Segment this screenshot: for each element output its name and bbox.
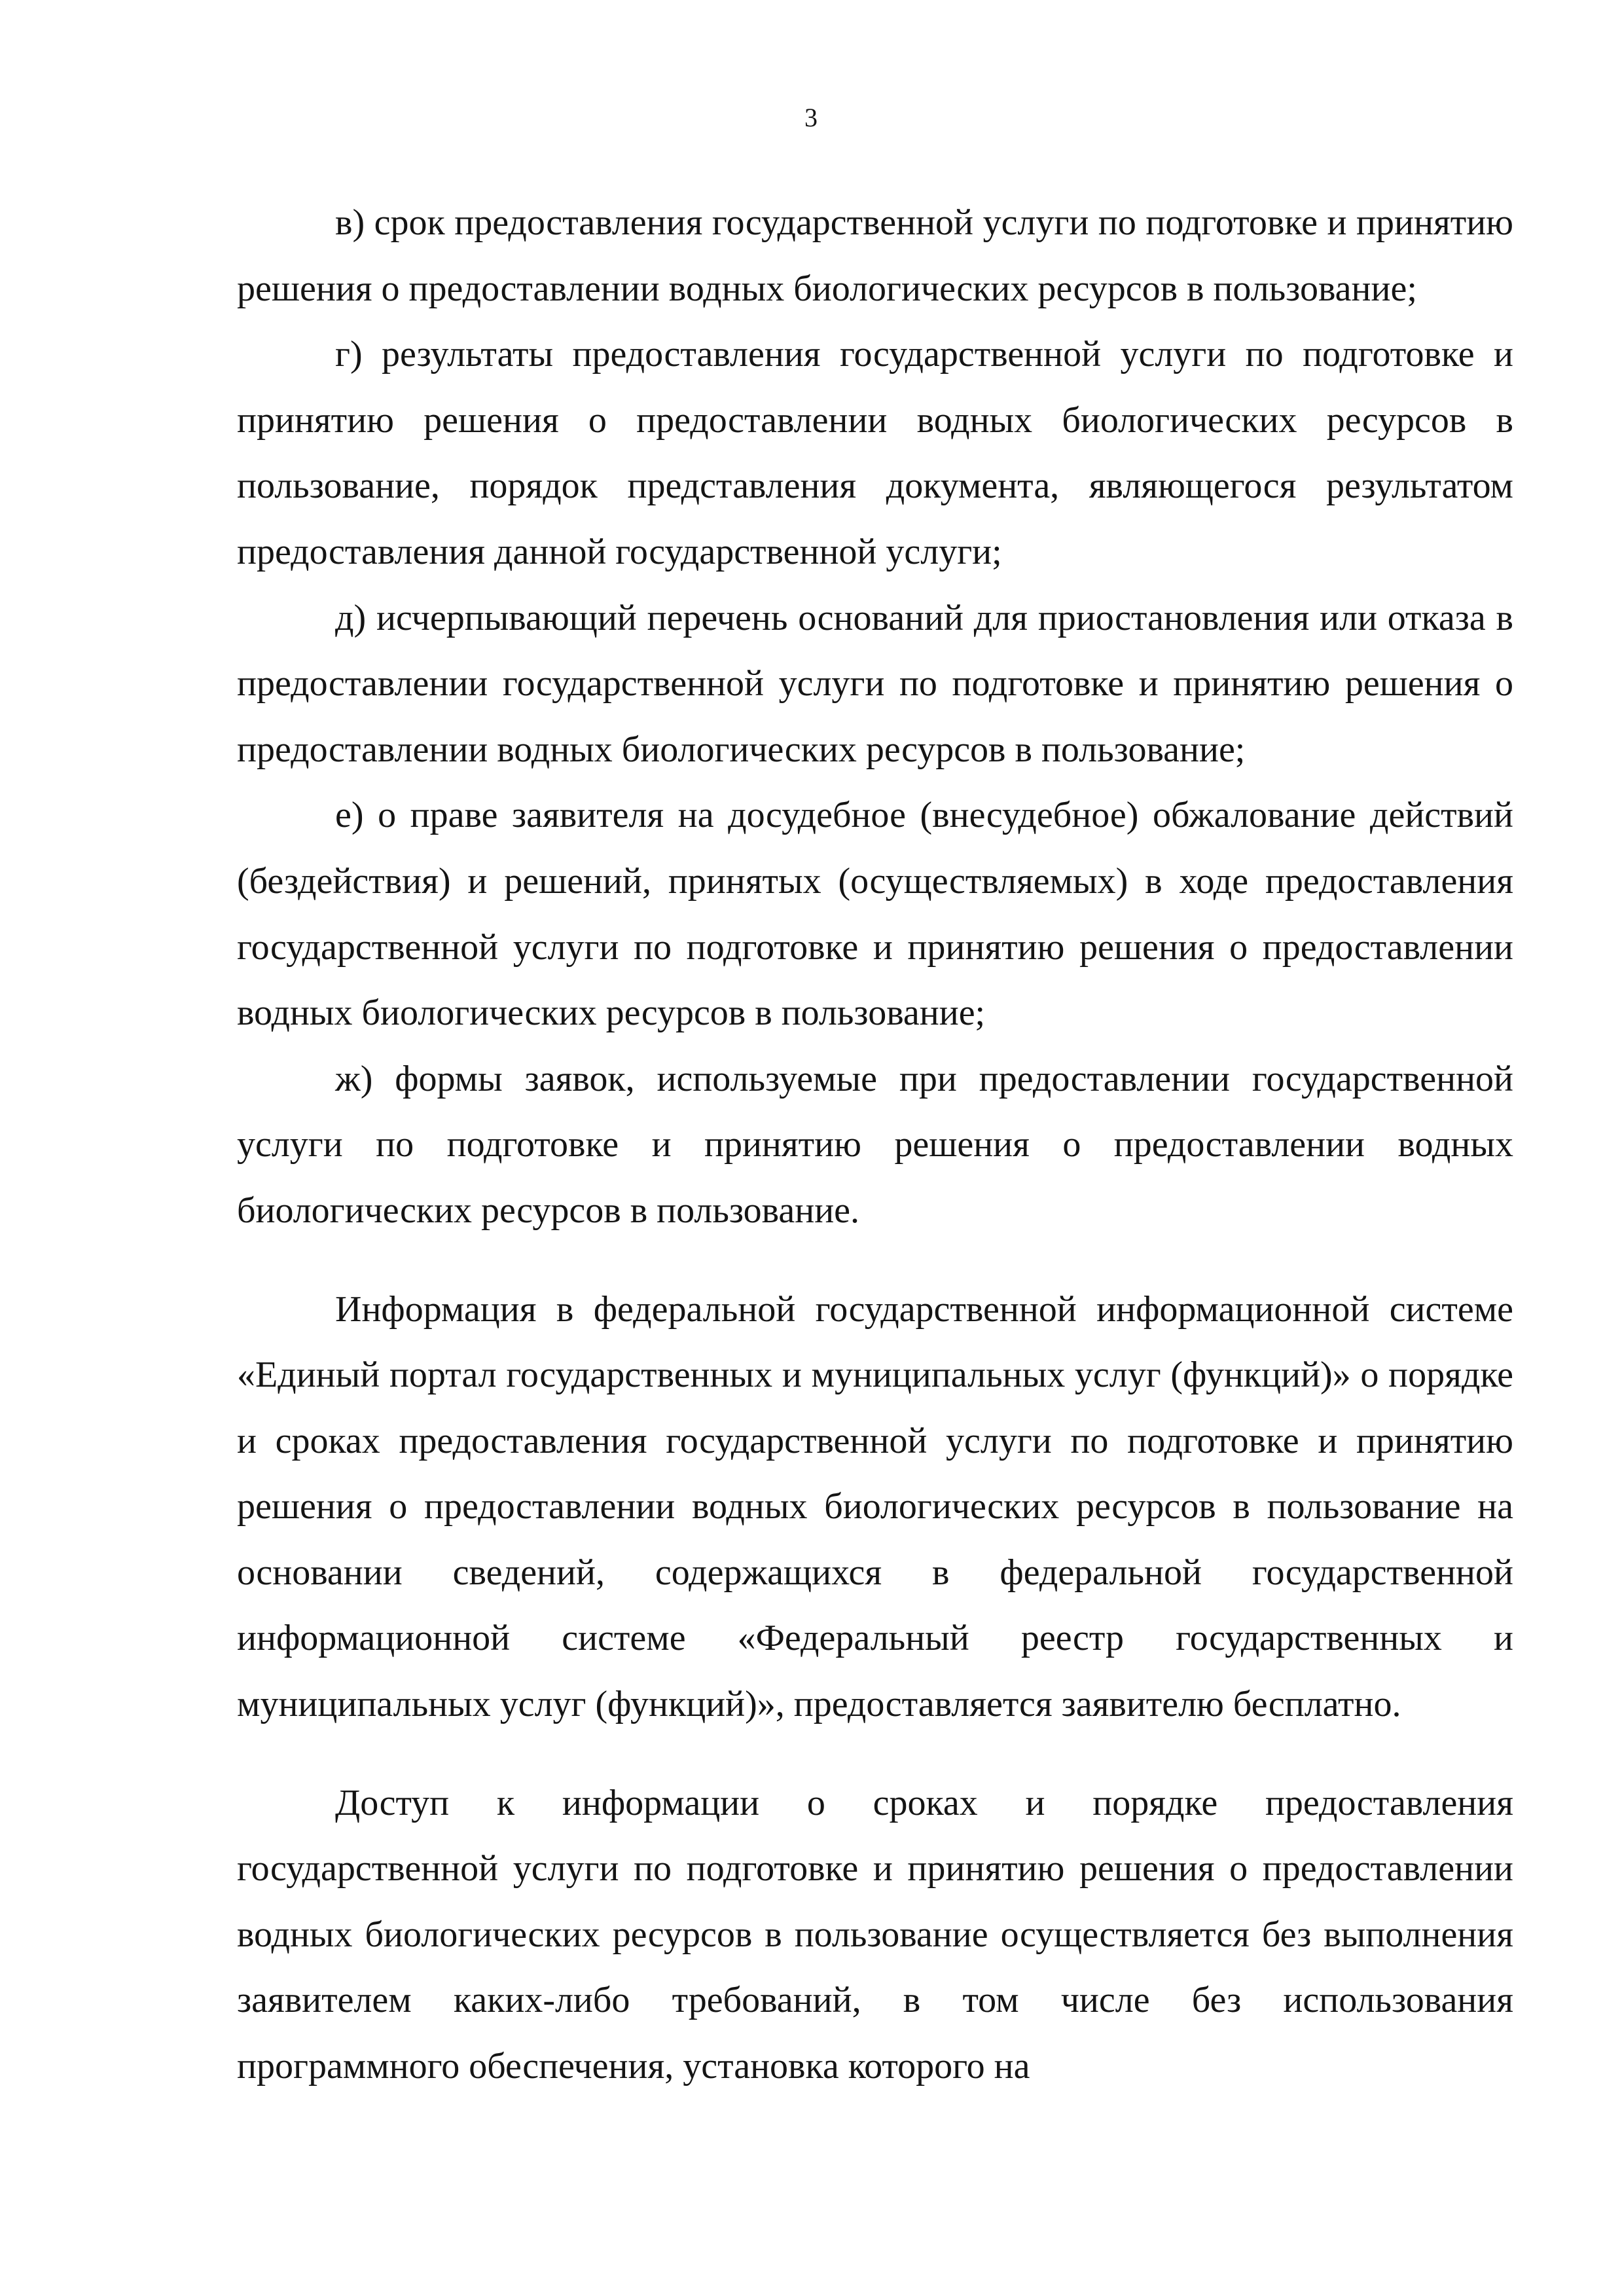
paragraph-g: г) результаты предоставления государственной услуги по подготовке и принятию решения о предоставлении водных биологических ресурсов в пользование, порядок представления документа, являющегося результатом предоставления данной государственной услуги; <box>237 334 1513 572</box>
paragraph-d: д) исчерпывающий перечень оснований для приостановления или отказа в предоставлении государственной услуги по подготовке и принятию решения о предоставлении водных биологических ресурсов в пользование; <box>237 597 1513 770</box>
paragraph-e: е) о праве заявителя на досудебное (внесудебное) обжалование действий (бездействия) и решений, принятых (осуществляемых) в ходе предоставления государственной услуги по подготовке и принятию решения о предоставлении водных биологических ресурсов в пользование; <box>237 795 1513 1034</box>
paragraph-v: в) срок предоставления государственной услуги по подготовке и принятию решения о предоставлении водных биологических ресурсов в пользование; <box>237 202 1513 309</box>
page-number: 3 <box>804 103 818 132</box>
paragraph-access-info: Доступ к информации о сроках и порядке предоставления государственной услуги по подготовке и принятию решения о предоставлении водных биологических ресурсов в пользование осуществляется без выполнения заявителем каких-либо требований, в том числе без использования программного обеспечения, установка которого на <box>237 1782 1513 2087</box>
paragraph-portal-info: Информация в федеральной государственной информационной системе «Единый портал государственных и муниципальных услуг (функций)» о порядке и сроках предоставления государственной услуги по подготовке и принятию решения о предоставлении водных биологических ресурсов в пользование на основании сведений, содержащихся в федеральной государственной информационной системе «Федеральный реестр государственных и муниципальных услуг (функций)», предоставляется заявителю бесплатно. <box>237 1288 1513 1725</box>
paragraph-zh: ж) формы заявок, используемые при предоставлении государственной услуги по подготовке и принятию решения о предоставлении водных биологических ресурсов в пользование. <box>237 1058 1513 1231</box>
document-body <box>237 190 1513 2100</box>
